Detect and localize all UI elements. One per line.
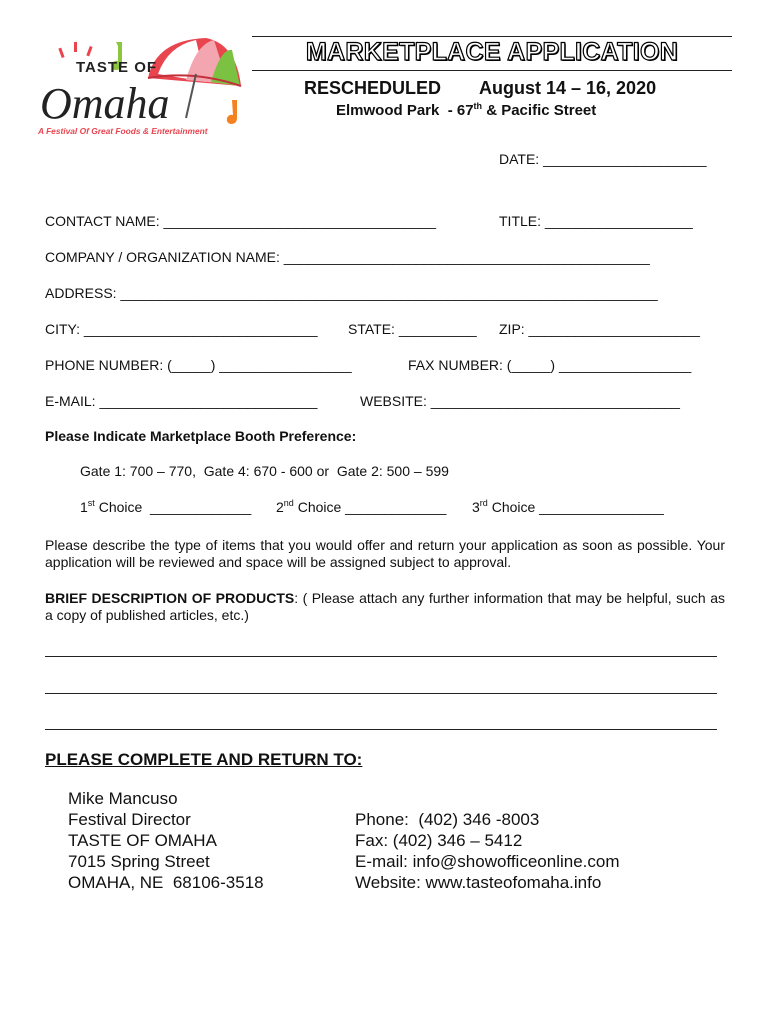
fax-field[interactable]: FAX NUMBER: (_____) _________________: [408, 357, 692, 373]
address-line: Festival Director: [68, 810, 191, 829]
booth-heading: Please Indicate Marketplace Booth Preference:: [45, 428, 357, 444]
date-field[interactable]: DATE: _____________________: [499, 151, 707, 167]
taste-of-omaha-logo: [36, 34, 248, 138]
address-line: Mike Mancuso: [68, 789, 178, 808]
event-location: Elmwood Park - 67th & Pacific Street: [336, 101, 597, 119]
first-choice-field[interactable]: 1st Choice _____________: [80, 498, 252, 515]
return-heading: PLEASE COMPLETE AND RETURN TO:: [45, 750, 363, 769]
email-field[interactable]: E-MAIL: ____________________________: [45, 393, 318, 409]
return-contact: [355, 809, 620, 893]
address-line: 7015 Spring Street: [68, 852, 210, 871]
logo-line1: TASTE OF: [76, 59, 158, 76]
brief-description-prompt: BRIEF DESCRIPTION OF PRODUCTS: ( Please attach any further information that may be helpful, such as a copy of published articles, etc.): [45, 590, 725, 623]
describe-instructions: Please describe the type of items that you would offer and return your application as soon as possible. Your application will be reviewed and space will be assigned subject to approval.: [45, 537, 725, 570]
website-field[interactable]: WEBSITE: ________________________________: [360, 393, 680, 409]
logo-tagline: A Festival Of Great Foods & Entertainment: [38, 126, 208, 136]
third-choice-field[interactable]: 3rd Choice ________________: [472, 498, 664, 515]
phone-field[interactable]: PHONE NUMBER: (_____) _________________: [45, 357, 352, 373]
return-address: [68, 788, 264, 893]
phone-line: Phone: (402) 346 -8003: [355, 810, 540, 829]
state-field[interactable]: STATE: __________: [348, 321, 477, 337]
second-choice-field[interactable]: 2nd Choice _____________: [276, 498, 447, 515]
page-title: MARKETPLACE APPLICATION: [305, 38, 679, 66]
logo-line2: Omaha: [40, 79, 170, 128]
header-rule-bottom: [252, 70, 732, 71]
website-line[interactable]: Website: www.tasteofomaha.info: [355, 873, 602, 892]
description-line-3[interactable]: [45, 729, 717, 730]
description-line-1[interactable]: [45, 656, 717, 657]
address-line: OMAHA, NE 68106-3518: [68, 873, 264, 892]
city-field[interactable]: CITY: ______________________________: [45, 321, 318, 337]
header-rule-top: [252, 36, 732, 37]
fax-line: Fax: (402) 346 – 5412: [355, 831, 523, 850]
rescheduled-label: RESCHEDULED: [304, 78, 442, 98]
address-field[interactable]: ADDRESS: _____________________________________________________________________: [45, 285, 658, 301]
zip-field[interactable]: ZIP: ______________________: [499, 321, 700, 337]
event-dates: August 14 – 16, 2020: [479, 78, 657, 98]
contact-name-field[interactable]: CONTACT NAME: ___________________________________: [45, 213, 437, 229]
confetti-icon: [58, 42, 92, 58]
email-line[interactable]: E-mail: info@showofficeonline.com: [355, 852, 620, 871]
company-field[interactable]: COMPANY / ORGANIZATION NAME: _______________________________________________: [45, 249, 650, 265]
gate-ranges: Gate 1: 700 – 770, Gate 4: 670 - 600 or Gate 2: 500 – 599: [80, 463, 449, 479]
title-field[interactable]: TITLE: ___________________: [499, 213, 693, 229]
description-line-2[interactable]: [45, 693, 717, 694]
address-line: TASTE OF OMAHA: [68, 831, 217, 850]
